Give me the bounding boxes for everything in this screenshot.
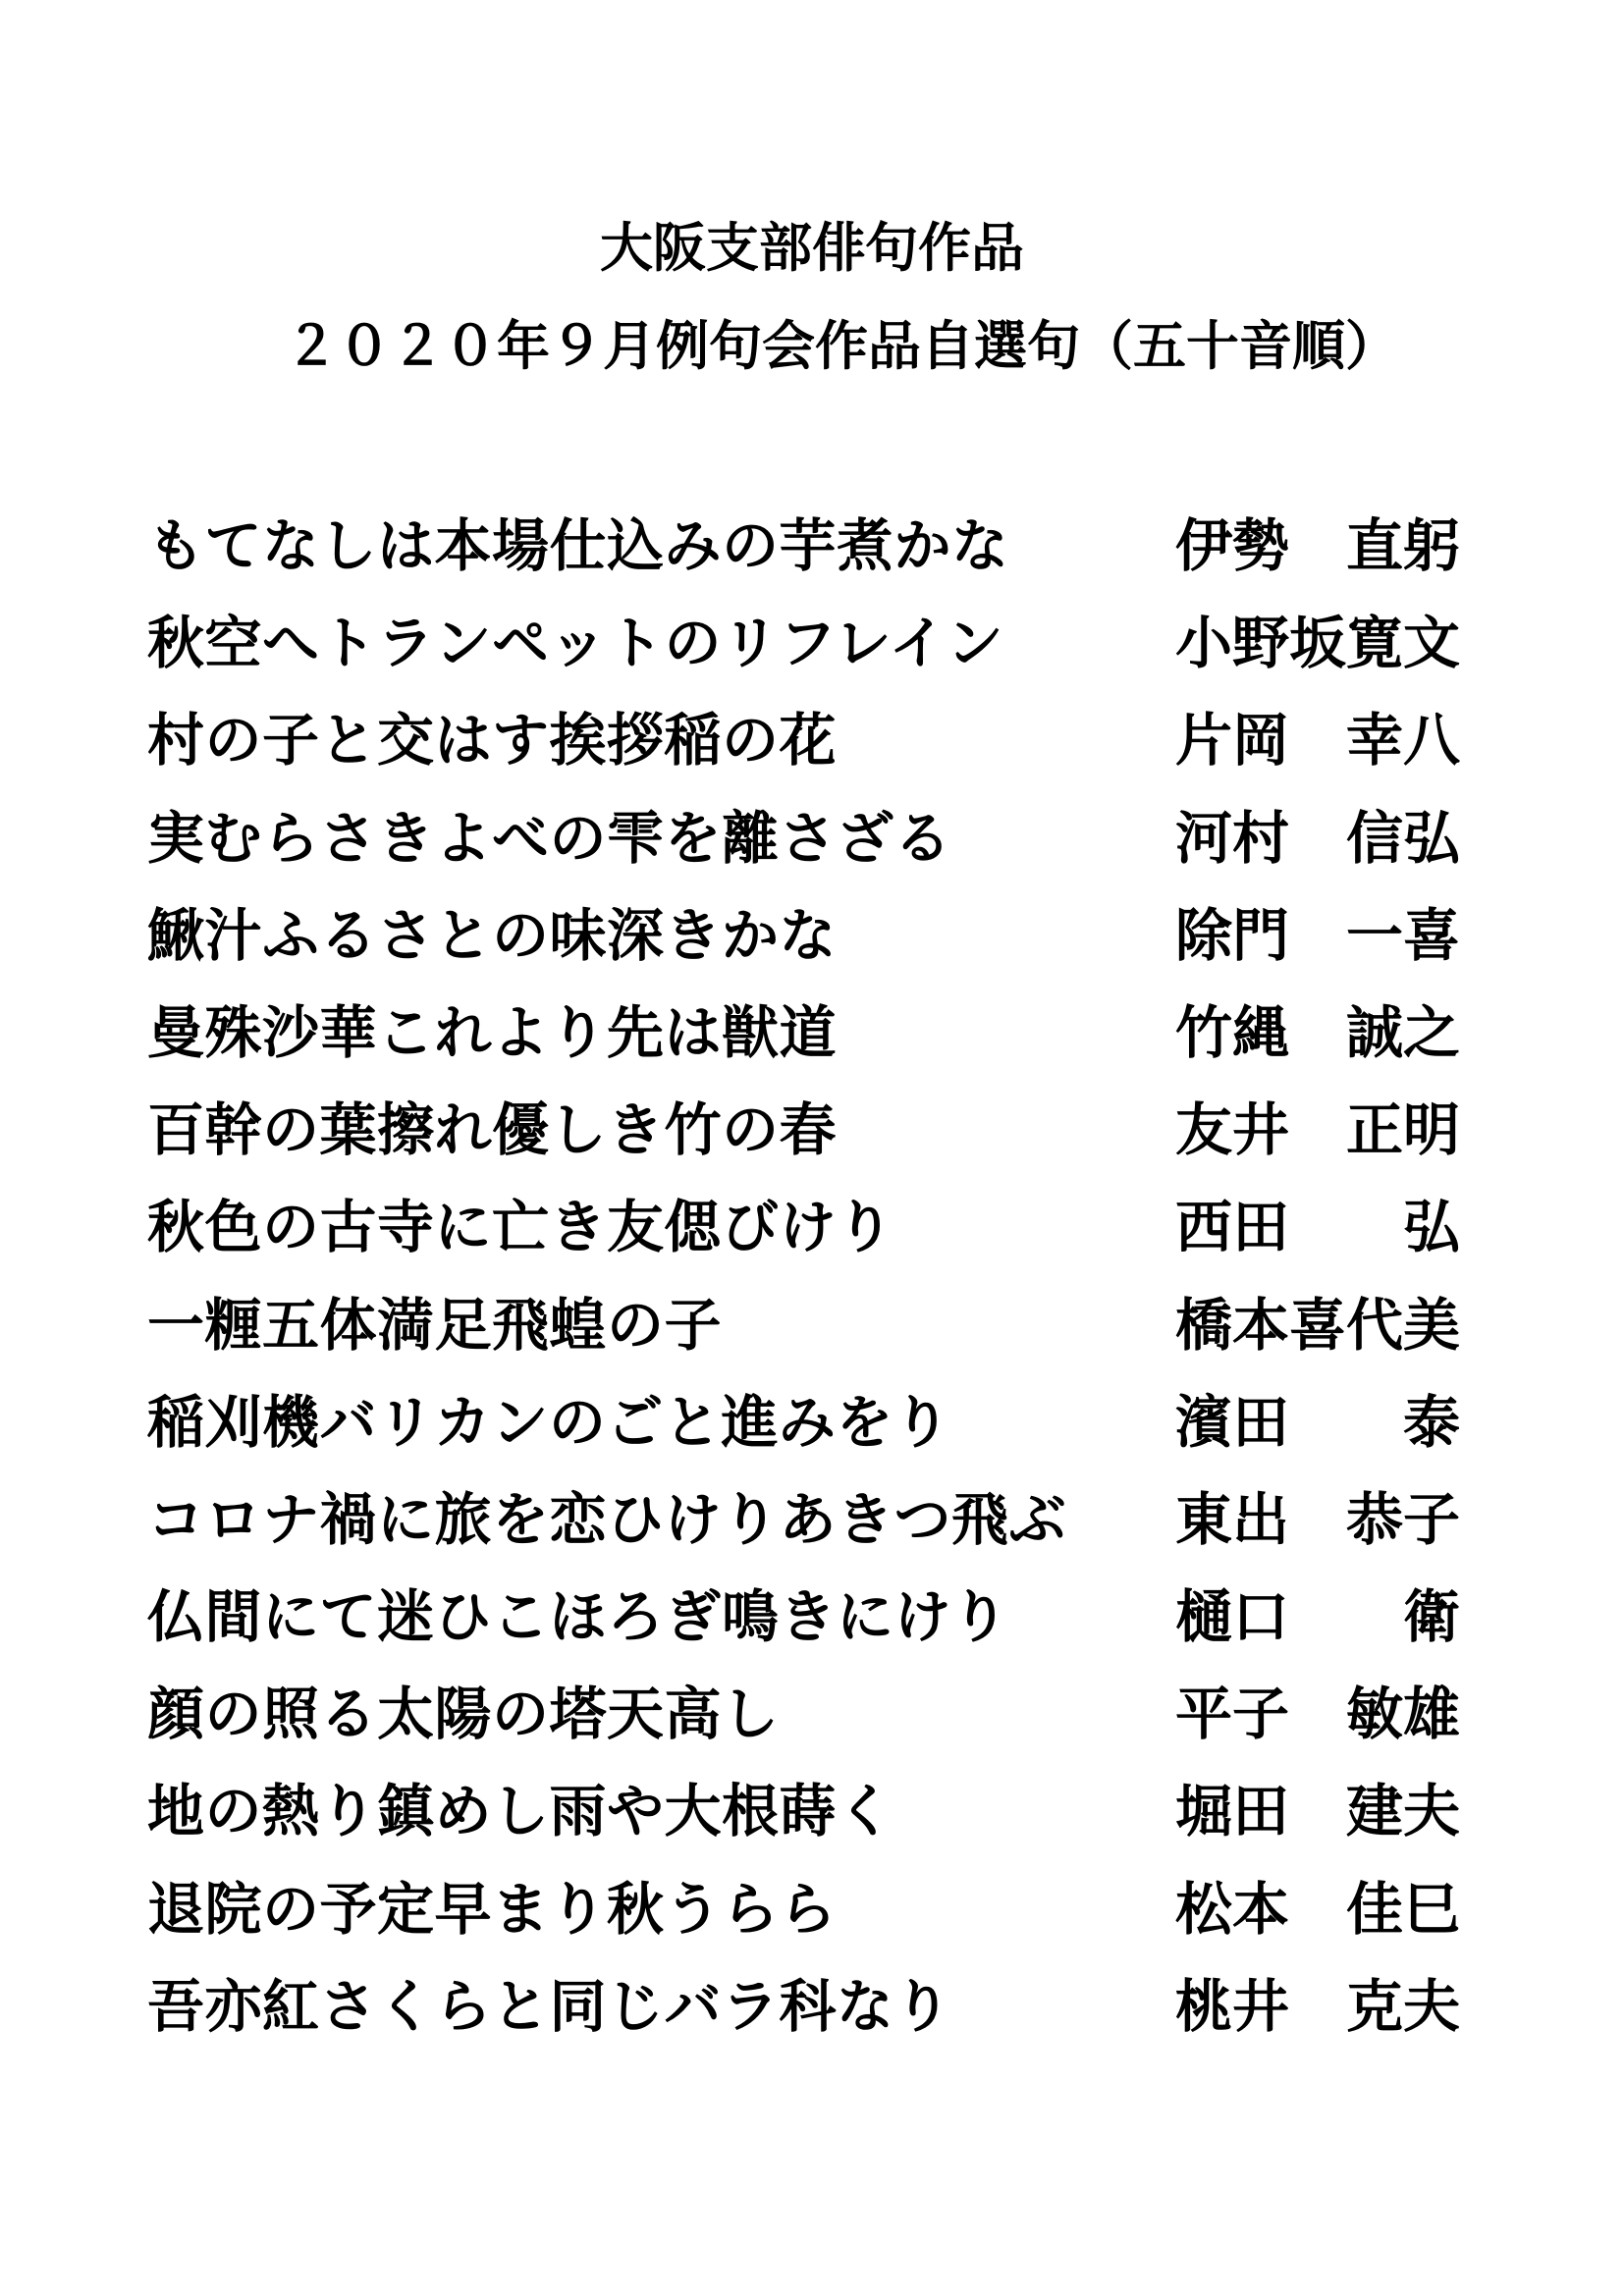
haiku-row — [0, 1679, 1624, 1776]
haiku-row — [0, 1484, 1624, 1581]
haiku-text: 秋空へトランペットのリフレイン — [147, 610, 1004, 677]
haiku-text: 実むらさきよべの雫を離さざる — [147, 804, 952, 872]
haiku-row — [0, 510, 1624, 608]
haiku-author: 西田 弘 — [1175, 1194, 1461, 1261]
haiku-text: 退院の予定早まり秋うらら — [147, 1875, 838, 1943]
haiku-text: 仏間にて迷ひこほろぎ鳴きにけり — [147, 1583, 1009, 1651]
haiku-author: 橋本喜代美 — [1175, 1291, 1461, 1359]
haiku-row — [0, 997, 1624, 1095]
haiku-row — [0, 1095, 1624, 1192]
haiku-row — [0, 900, 1624, 997]
haiku-row — [0, 1387, 1624, 1484]
haiku-author: 片岡 幸八 — [1175, 707, 1461, 774]
haiku-text: 一糎五体満足飛蝗の子 — [147, 1291, 723, 1359]
haiku-row — [0, 1776, 1624, 1873]
haiku-text: コロナ禍に旅を恋ひけりあきつ飛ぶ — [147, 1485, 1067, 1553]
haiku-author: 伊勢 直躬 — [1175, 512, 1461, 579]
haiku-author: 濱田 泰 — [1175, 1388, 1461, 1456]
haiku-row — [0, 1192, 1624, 1289]
haiku-author: 友井 正明 — [1175, 1096, 1461, 1164]
haiku-row — [0, 1290, 1624, 1387]
haiku-list — [0, 510, 1624, 2068]
haiku-author: 河村 信弘 — [1175, 804, 1461, 872]
haiku-author: 松本 佳巳 — [1175, 1875, 1461, 1943]
haiku-row — [0, 803, 1624, 900]
haiku-author: 除門 一喜 — [1175, 901, 1461, 969]
haiku-text: 曼殊沙華これより先は獣道 — [147, 998, 838, 1066]
haiku-author: 東出 恭子 — [1175, 1485, 1461, 1553]
haiku-author: 小野坂寛文 — [1175, 610, 1461, 677]
haiku-row — [0, 1874, 1624, 1971]
haiku-text: もてなしは本場仕込みの芋煮かな — [147, 512, 1009, 579]
haiku-text: 稲刈機バリカンのごと進みをり — [147, 1388, 951, 1456]
haiku-row — [0, 1581, 1624, 1679]
haiku-text: 鰍汁ふるさとの味深きかな — [147, 901, 838, 969]
haiku-text: 吾亦紅さくらと同じバラ科なり — [147, 1972, 952, 2040]
haiku-text: 顔の照る太陽の塔天高し — [147, 1681, 780, 1748]
haiku-row — [0, 1971, 1624, 2068]
document-title: 大阪支部俳句作品 — [600, 216, 1024, 279]
document-subtitle: ２０２０年９月例句会作品自選句（五十音順） — [285, 314, 1398, 377]
haiku-row — [0, 608, 1624, 705]
haiku-author: 桃井 克夫 — [1175, 1972, 1461, 2040]
haiku-author: 堀田 建夫 — [1175, 1778, 1461, 1845]
haiku-author: 平子 敏雄 — [1175, 1681, 1461, 1748]
haiku-author: 竹縄 誠之 — [1175, 998, 1461, 1066]
haiku-text: 百幹の葉擦れ優しき竹の春 — [147, 1096, 838, 1164]
haiku-row — [0, 705, 1624, 802]
haiku-author: 樋口 衛 — [1175, 1583, 1461, 1651]
haiku-text: 村の子と交はす挨拶稲の花 — [147, 707, 838, 774]
haiku-text: 地の熱り鎮めし雨や大根蒔く — [147, 1778, 894, 1845]
haiku-text: 秋色の古寺に亡き友偲びけり — [147, 1194, 894, 1261]
